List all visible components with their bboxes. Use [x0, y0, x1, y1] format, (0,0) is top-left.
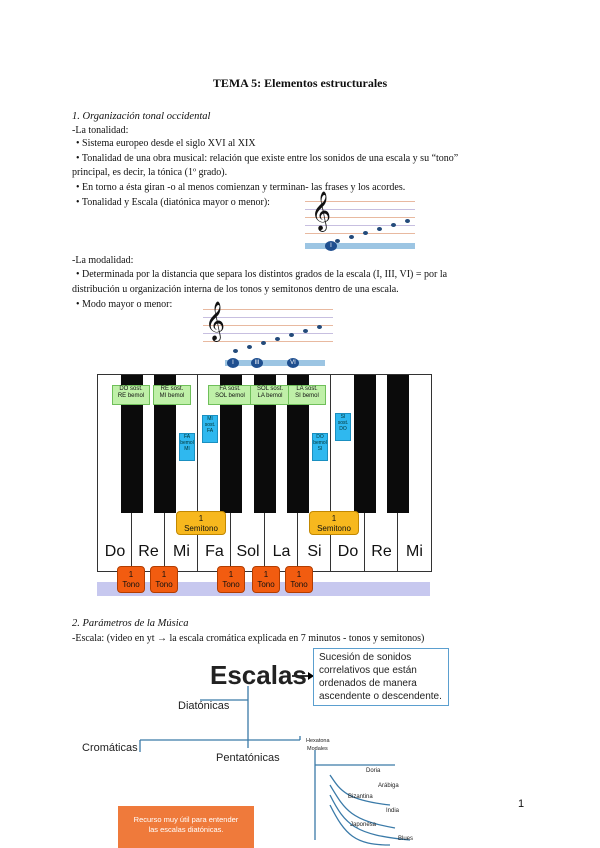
- enharm-label-si-sost: SI sost. DO: [335, 413, 351, 441]
- note-label: Si: [307, 543, 322, 560]
- tono-box: 1 Tono: [117, 566, 145, 593]
- definition-box: Sucesión de sonidos correlativos que están ordenados de manera ascendente o descendente.: [313, 648, 449, 706]
- mode-japonesa: Japonesa: [350, 822, 377, 828]
- modal-bullet-1-cont: distribución u organización interna de los tonos y semitonos dentro de una escala.: [72, 284, 399, 295]
- mode-arabiga: Arábiga: [378, 783, 399, 789]
- note-label: Do: [104, 543, 126, 560]
- bullet-2-cont: principal, es decir, la tónica (1º grado).: [72, 167, 228, 178]
- modales-label: Modales: [307, 746, 328, 752]
- modal-bullet-2: • Modo mayor o menor:: [76, 299, 173, 310]
- tono-box: 1 Tono: [252, 566, 280, 593]
- enharm-label-fa-bemol: FA bemol MI: [179, 433, 195, 461]
- bullet-2: • Tonalidad de una obra musical: relación que existe entre los sonidos de una escala y su “tono”: [76, 153, 459, 164]
- degree-marker-i: I: [227, 358, 239, 368]
- staff-1: [305, 191, 415, 255]
- note-label: Re: [371, 543, 392, 560]
- hexatona-label: Hexatona: [306, 738, 330, 744]
- note-label: Mi: [173, 543, 190, 560]
- note-label: Do: [337, 543, 359, 560]
- enharm-label-mi-sost: MI sost. FA: [202, 415, 218, 443]
- degree-marker: I: [325, 241, 337, 251]
- piano-keyboard: [97, 374, 432, 572]
- semitono-box-mi-fa: 1 Semitono: [176, 511, 226, 535]
- tonalidad-label: -La tonalidad:: [72, 125, 129, 136]
- enharm-label-do-bemol: DO bemol SI: [312, 433, 328, 461]
- diatonicas-label: Diatónicas: [178, 700, 230, 712]
- note-label: Re: [138, 543, 159, 560]
- mode-bizantina: Bizantina: [348, 794, 373, 800]
- page-title: TEMA 5: Elementos estructurales: [212, 76, 388, 90]
- escala-line: -Escala: (video en yt → la escala cromática explicada en 7 minutos - tonos y semitonos): [72, 633, 425, 644]
- resource-box[interactable]: Recurso muy útil para entender las escalas diatónicas.: [118, 806, 254, 848]
- sharp-label-do: DO sost. RE bemol: [112, 385, 150, 405]
- degree-marker-iii: III: [251, 358, 263, 368]
- mode-blues: Blues: [398, 836, 414, 842]
- mode-india: India: [386, 808, 400, 814]
- tono-box: 1 Tono: [285, 566, 313, 593]
- note-label: La: [272, 543, 291, 560]
- note-label: Fa: [205, 543, 224, 560]
- semitono-box-si-do: 1 Semitono: [309, 511, 359, 535]
- section-1-heading: 1. Organización tonal occidental: [72, 111, 211, 122]
- escalas-diagram: [0, 640, 600, 848]
- sharp-label-sol: SOL sost. LA bemol: [250, 385, 290, 405]
- tono-box: 1 Tono: [150, 566, 178, 593]
- escalas-title: Escalas: [210, 660, 307, 690]
- bullet-1: • Sistema europeo desde el siglo XVI al XIX: [76, 138, 256, 149]
- page-number: 1: [518, 798, 525, 810]
- bullet-4: • Tonalidad y Escala (diatónica mayor o menor):: [76, 197, 270, 208]
- section-2-heading: 2. Parámetros de la Música: [72, 618, 189, 629]
- sharp-label-re: RE sost. MI bemol: [153, 385, 191, 405]
- mode-doria: Doria: [366, 768, 381, 774]
- note-label: Mi: [406, 543, 423, 560]
- bullet-3: • En torno a ésta giran -o al menos comienzan y terminan- las frases y los acordes.: [76, 182, 406, 193]
- treble-clef-icon: 𝄞: [205, 301, 226, 341]
- black-key: [354, 375, 376, 513]
- treble-clef-icon: 𝄞: [311, 191, 332, 231]
- modal-bullet-1: • Determinada por la distancia que separa los distintos grados de la escala (I, III, VI) = por la: [76, 269, 448, 280]
- pentatonicas-label: Pentatónicas: [216, 752, 280, 764]
- degree-marker-vi: VI: [287, 358, 299, 368]
- note-label: Sol: [236, 543, 260, 560]
- cromaticas-label: Cromáticas: [82, 742, 138, 754]
- black-key: [387, 375, 409, 513]
- modalidad-label: -La modalidad:: [72, 255, 134, 266]
- sharp-label-la: LA sost. SI bemol: [288, 385, 326, 405]
- sharp-label-fa: FA sost. SOL bemol: [208, 385, 252, 405]
- tono-box: 1 Tono: [217, 566, 245, 593]
- staff-2: [203, 303, 333, 373]
